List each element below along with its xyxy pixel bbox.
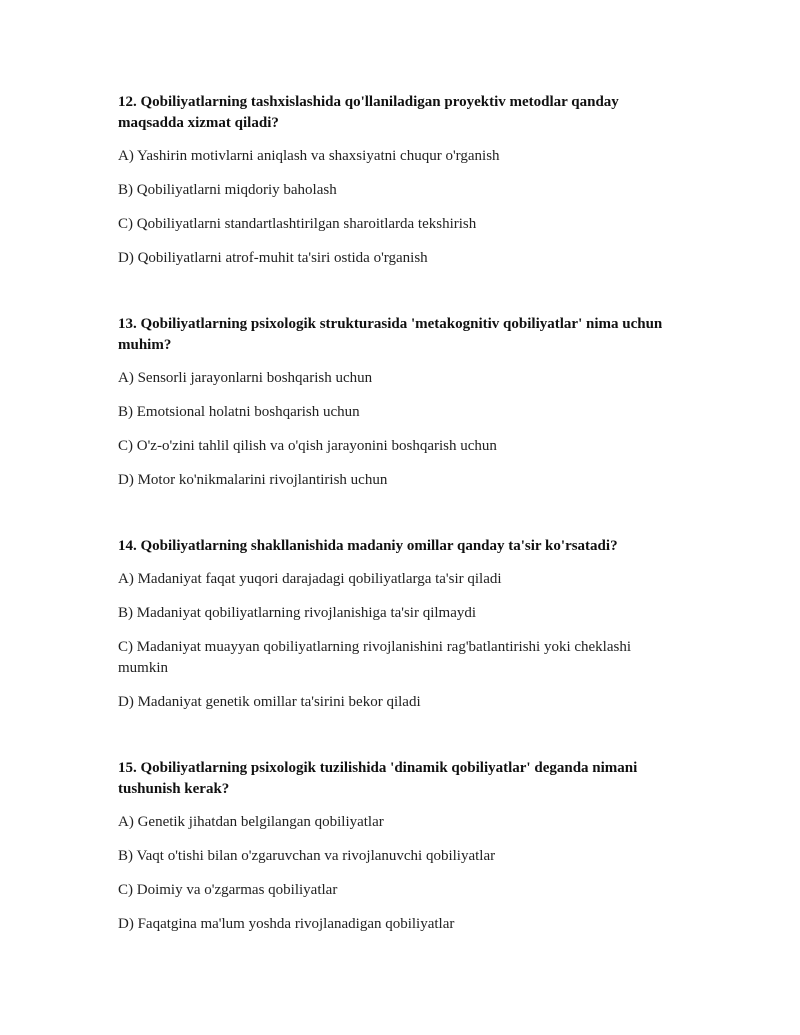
option-a: A) Genetik jihatdan belgilangan qobiliyatlar (118, 814, 384, 830)
option-d: D) Motor ko'nikmalarini rivojlantirish uchun (118, 472, 388, 488)
option-d: D) Madaniyat genetik omillar ta'sirini bekor qiladi (118, 694, 421, 710)
option-c: C) Qobiliyatlarni standartlashtirilgan sharoitlarda tekshirish (118, 216, 477, 232)
question-spacer (118, 726, 678, 758)
question-15 (118, 758, 678, 935)
option-a: A) Yashirin motivlarni aniqlash va shaxsiyatni chuqur o'rganish (118, 148, 500, 164)
question-spacer (118, 504, 678, 536)
document-page (118, 92, 678, 948)
question-title: 14. Qobiliyatlarning shakllanishida madaniy omillar qanday ta'sir ko'rsatadi? (118, 538, 618, 554)
question-title: 15. Qobiliyatlarning psixologik tuzilishida 'dinamik qobiliyatlar' deganda nimani tushunish kerak? (118, 760, 638, 797)
option-d: D) Faqatgina ma'lum yoshda rivojlanadigan qobiliyatlar (118, 916, 455, 932)
option-b: B) Emotsional holatni boshqarish uchun (118, 404, 360, 420)
option-b: B) Vaqt o'tishi bilan o'zgaruvchan va rivojlanuvchi qobiliyatlar (118, 848, 496, 864)
option-c: C) Madaniyat muayyan qobiliyatlarning rivojlanishini rag'batlantirishi yoki cheklashi mumkin (118, 639, 632, 676)
question-13 (118, 314, 678, 491)
question-12 (118, 92, 678, 269)
question-spacer (118, 282, 678, 314)
question-14 (118, 536, 678, 713)
option-c: C) O'z-o'zini tahlil qilish va o'qish jarayonini boshqarish uchun (118, 438, 497, 454)
option-d: D) Qobiliyatlarni atrof-muhit ta'siri ostida o'rganish (118, 250, 428, 266)
option-b: B) Qobiliyatlarni miqdoriy baholash (118, 182, 337, 198)
option-a: A) Sensorli jarayonlarni boshqarish uchun (118, 370, 373, 386)
option-b: B) Madaniyat qobiliyatlarning rivojlanishiga ta'sir qilmaydi (118, 605, 477, 621)
question-title: 12. Qobiliyatlarning tashxislashida qo'llaniladigan proyektiv metodlar qanday maqsadda xizmat qiladi? (118, 94, 619, 131)
option-a: A) Madaniyat faqat yuqori darajadagi qobiliyatlarga ta'sir qiladi (118, 571, 502, 587)
question-title: 13. Qobiliyatlarning psixologik strukturasida 'metakognitiv qobiliyatlar' nima uchun muhim? (118, 316, 663, 353)
option-c: C) Doimiy va o'zgarmas qobiliyatlar (118, 882, 338, 898)
